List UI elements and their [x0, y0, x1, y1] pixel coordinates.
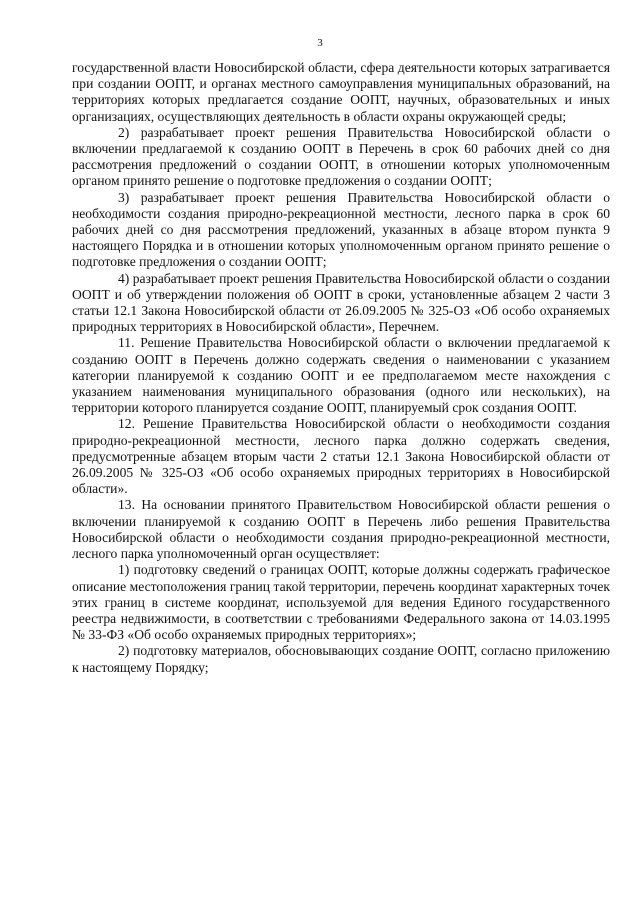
- paragraph-clause-11: 11. Решение Правительства Новосибирской области о включении предлагаемой к созданию ООПТ в Перечень должно содержать сведения о наименовании с указанием категории планируемой к созданию ООПТ и ее предполагаемом месте нахождения с указанием наименования муниципального образования (одного или нескольких), на территории которого планируется создание ООПТ, планируемый срок создания ООПТ.: [72, 335, 610, 416]
- page-number: 3: [317, 37, 323, 49]
- paragraph-clause-13: 13. На основании принятого Правительством Новосибирской области решения о включении планируемой к созданию ООПТ в Перечень либо решения Правительства Новосибирской области о необходимости создания природно-рекреационной местности, лесного парка уполномоченный орган осуществляет:: [72, 497, 610, 562]
- paragraph-item-4: 4) разрабатывает проект решения Правительства Новосибирской области о создании ООПТ и об утверждении положения об ООПТ в сроки, установленные абзацем 2 части 3 статьи 12.1 Закона Новосибирской области от 26.09.2005 № 325-ОЗ «Об особо охраняемых природных территориях в Новосибирской области», Перечнем.: [72, 270, 610, 335]
- paragraph-item-2: 2) разрабатывает проект решения Правительства Новосибирской области о включении предлагаемой к созданию ООПТ в Перечень в срок 60 рабочих дней со дня рассмотрения предложений о создании ООПТ, в отношении которых уполномоченным органом принято решение о подготовке предложения о создании ООПТ;: [72, 124, 610, 189]
- paragraph-subitem-2: 2) подготовку материалов, обосновывающих создание ООПТ, согласно приложению к настоящему Порядку;: [72, 643, 610, 675]
- paragraph-clause-12: 12. Решение Правительства Новосибирской области о необходимости создания природно-рекреационной местности, лесного парка должно содержать сведения, предусмотренные абзацем вторым части 2 статьи 12.1 Закона Новосибирской области от 26.09.2005 № 325-ОЗ «Об особо охраняемых природных территориях в Новосибирской области».: [72, 416, 610, 497]
- paragraph-subitem-1: 1) подготовку сведений о границах ООПТ, которые должны содержать графическое описание местоположения границ такой территории, перечень координат характерных точек этих границ в системе координат, используемой для ведения Единого государственного реестра недвижимости, в соответствии с требованиями Федерального закона от 14.03.1995 № 33-ФЗ «Об особо охраняемых природных территориях»;: [72, 562, 610, 643]
- document-body: [72, 60, 610, 676]
- paragraph-item-3: 3) разрабатывает проект решения Правительства Новосибирской области о необходимости создания природно-рекреационной местности, лесного парка в срок 60 рабочих дней со дня рассмотрения предложений, указанных в абзаце втором пункта 9 настоящего Порядка и в отношении которых уполномоченным органом принято решение о подготовке предложения о создании ООПТ;: [72, 189, 610, 270]
- paragraph-continuation: государственной власти Новосибирской области, сфера деятельности которых затрагивается при создании ООПТ, и органах местного самоуправления муниципальных образований, на территориях которых предлагается создание ООПТ, научных, образовательных и иных организациях, осуществляющих деятельность в области охраны окружающей среды;: [72, 60, 610, 124]
